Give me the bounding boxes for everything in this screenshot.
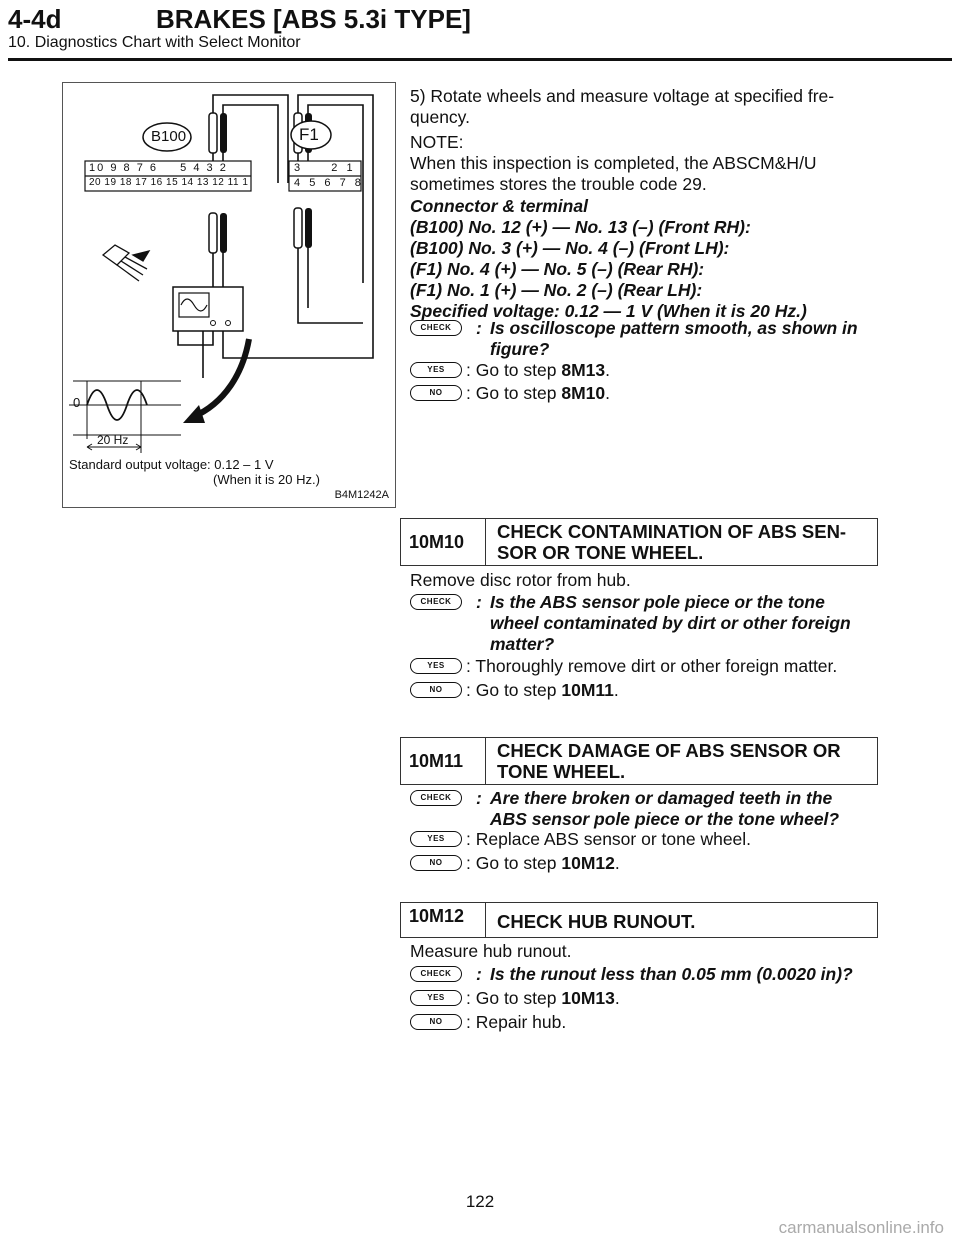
- step-title: CHECK DAMAGE OF ABS SENSOR OR TONE WHEEL.: [497, 740, 841, 782]
- yes-badge: YES: [410, 362, 462, 378]
- no-badge: NO: [410, 682, 462, 698]
- step8-check: CHECK : Is oscilloscope pattern smooth, as shown in figure?: [410, 318, 876, 362]
- step-link[interactable]: 10M13: [561, 988, 615, 1008]
- no-badge: NO: [410, 855, 462, 871]
- watermark: carmanualsonline.info: [778, 1218, 944, 1237]
- page-number: 122: [465, 1192, 495, 1211]
- step-title: CHECK HUB RUNOUT.: [497, 911, 696, 932]
- step-10m11-box: [400, 737, 878, 785]
- wiring-figure: [62, 82, 396, 508]
- b100-pins-bottom: 20 19 18 17 16 15 14 13 12 11 1: [89, 177, 249, 188]
- no-badge: NO: [410, 385, 462, 401]
- step-title: CHECK CONTAMINATION OF ABS SEN- SOR OR TONE WHEEL.: [497, 521, 847, 563]
- check-badge: CHECK: [410, 320, 462, 336]
- step-10m10-box: [400, 518, 878, 566]
- section-title: BRAKES [ABS 5.3i TYPE]: [156, 4, 471, 34]
- yes-badge: YES: [410, 990, 462, 1006]
- connector-f1-label: F1: [299, 125, 319, 144]
- section-subtitle: 10. Diagnostics Chart with Select Monitor: [8, 34, 301, 51]
- standard-voltage-line2: (When it is 20 Hz.): [213, 472, 320, 487]
- f1-pins-bottom: 4 5 6 7 8: [294, 177, 364, 189]
- step10-check: CHECK : Is the ABS sensor pole piece or the tone wheel contaminated by dirt or other foreign matter?: [410, 592, 876, 656]
- no-badge: NO: [410, 1014, 462, 1030]
- step-code: 10M11: [409, 751, 464, 771]
- f1-pins-top: 3 2 1: [294, 162, 356, 174]
- check-badge: CHECK: [410, 790, 462, 806]
- step-link[interactable]: 10M11: [561, 680, 614, 700]
- step11-check: CHECK : Are there broken or damaged teeth in the ABS sensor pole piece or the tone wheel?: [410, 788, 876, 832]
- step8-note: NOTE: When this inspection is completed, the ABSCM&H/U sometimes stores the trouble code 29.: [410, 132, 876, 195]
- yes-badge: YES: [410, 831, 462, 847]
- step10-instruction: Remove disc rotor from hub.: [410, 570, 631, 590]
- figure-id: B4M1242A: [334, 489, 389, 501]
- page-header: [8, 0, 952, 61]
- connector-b100-label: B100: [151, 128, 187, 145]
- step-link[interactable]: 8M10: [561, 383, 606, 403]
- step8-spec: Connector & terminal (B100) No. 12 (+) — No. 13 (–) (Front RH): (B100) No. 3 (+) — No. 4 (–) (Front LH): (F1) No. 4 (+) — No. 5 (–) (Rear RH): (F1) No. 1 (+) — No. 2 (–) (Rear LH): Specified voltage: 0.12 — 1 V (When it is 20 Hz.): [410, 196, 807, 321]
- yes-badge: YES: [410, 658, 462, 674]
- step-link[interactable]: 10M12: [561, 853, 615, 873]
- b100-pins-top: 10 9 8 7 6 5 4 3 2: [89, 162, 228, 174]
- step-code: 10M10: [409, 532, 465, 552]
- check-badge: CHECK: [410, 966, 462, 982]
- check-badge: CHECK: [410, 594, 462, 610]
- step12-instruction: Measure hub runout.: [410, 941, 572, 961]
- note-label: NOTE:: [410, 132, 464, 152]
- step8-instruction: 5) Rotate wheels and measure voltage at specified fre- quency.: [410, 86, 835, 127]
- standard-voltage-line1: Standard output voltage: 0.12 – 1 V: [69, 457, 274, 472]
- step-code: 10M12: [409, 906, 465, 926]
- section-number: 4-4d: [8, 4, 62, 34]
- step-link[interactable]: 8M13: [561, 360, 606, 380]
- waveform-zero-label: 0: [73, 395, 81, 410]
- step-10m12-box: [400, 902, 878, 938]
- waveform-frequency-label: 20 Hz: [97, 433, 129, 447]
